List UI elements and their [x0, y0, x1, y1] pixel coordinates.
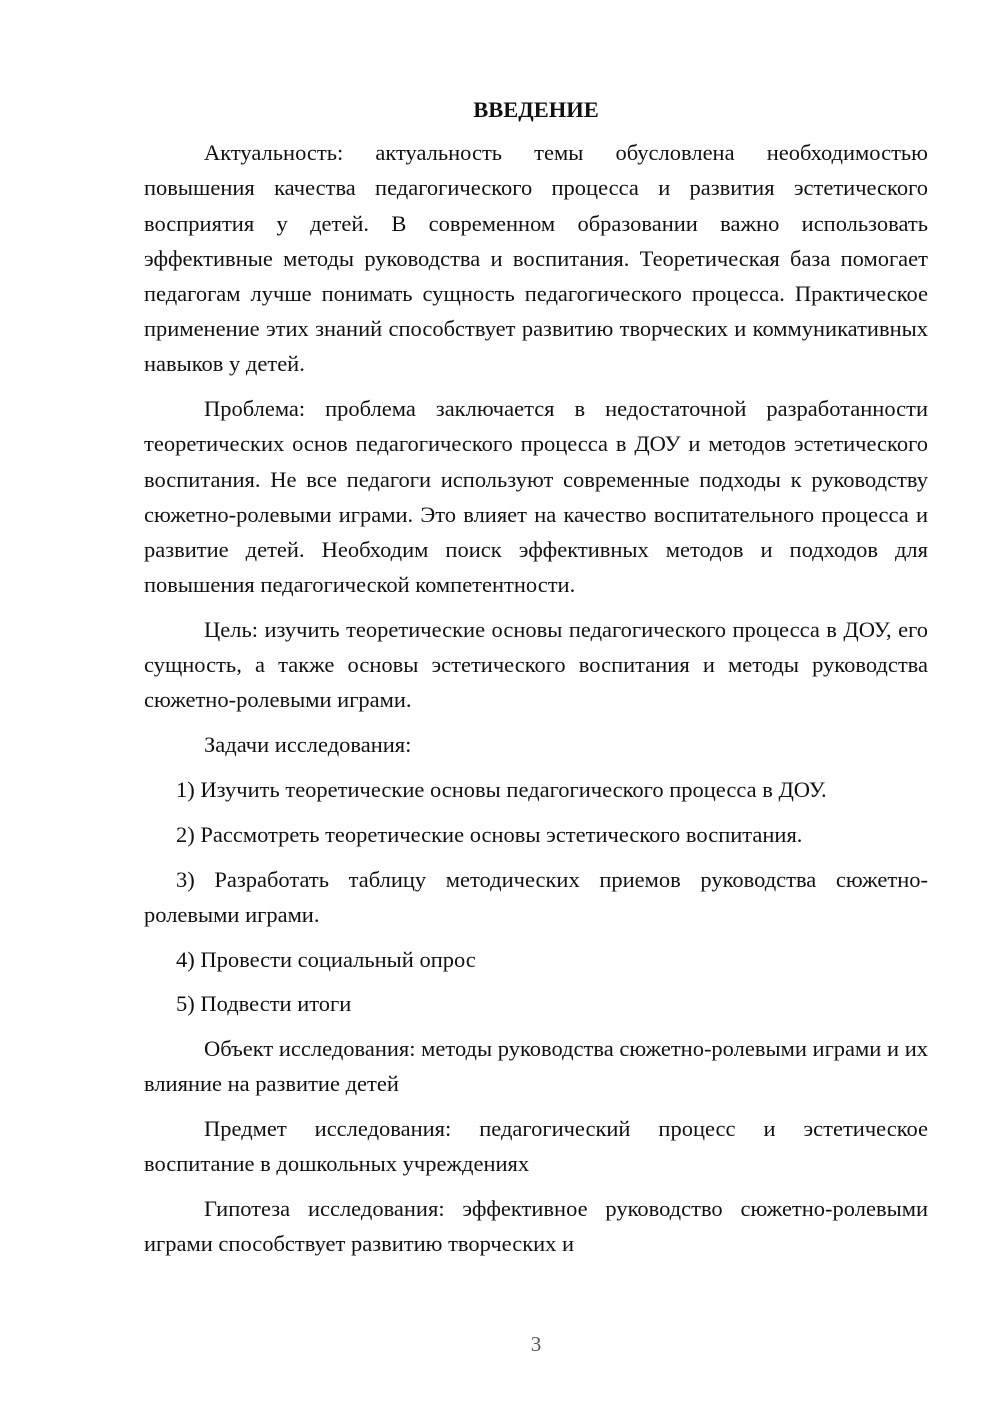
paragraph-hypothesis: Гипотеза исследования: эффективное руководство сюжетно-ролевыми играми способствует развитию творческих и [144, 1196, 928, 1257]
paragraph-subject: Предмет исследования: педагогический процесс и эстетическое воспитание в дошкольных учреждениях [144, 1116, 928, 1177]
paragraph-problem: Проблема: проблема заключается в недостаточной разработанности теоретических основ педагогического процесса в ДОУ и методов эстетического воспитания. Не все педагоги используют современные подходы к руководству сюжетно-ролевыми играми. Это влияет на качество воспитательного процесса и развитие детей. Необходим поиск эффективных методов и подходов для повышения педагогической компетентности. [144, 396, 928, 598]
paragraph-relevance: Актуальность: актуальность темы обусловлена необходимостью повышения качества педагогического процесса и развития эстетического восприятия у детей. В современном образовании важно использовать эффективные методы руководства и воспитания. Теоретическая база помогает педагогам лучше понимать сущность педагогического процесса. Практическое применение этих знаний способствует развитию творческих и коммуникативных навыков у детей. [144, 140, 928, 377]
section-heading: ВВЕДЕНИЕ [473, 97, 599, 122]
task-item: 5) Подвести итоги [176, 991, 352, 1017]
paragraph-tasks-title: Задачи исследования: [204, 732, 412, 758]
paragraph-object: Объект исследования: методы руководства сюжетно-ролевыми играми и их влияние на развитие детей [144, 1036, 928, 1097]
task-item: 1) Изучить теоретические основы педагогического процесса в ДОУ. [176, 777, 827, 803]
task-item: 3) Разработать таблицу методических приемов руководства сюжетно-ролевыми играми. [144, 866, 928, 927]
task-item: 4) Провести социальный опрос [176, 946, 476, 972]
page-content [144, 92, 928, 1271]
paragraph-goal: Цель: изучить теоретические основы педагогического процесса в ДОУ, его сущность, а также основы эстетического воспитания и методы руководства сюжетно-ролевыми играми. [144, 617, 928, 713]
page-number: 3 [530, 1332, 542, 1356]
task-item: 2) Рассмотреть теоретические основы эстетического воспитания. [176, 821, 803, 847]
